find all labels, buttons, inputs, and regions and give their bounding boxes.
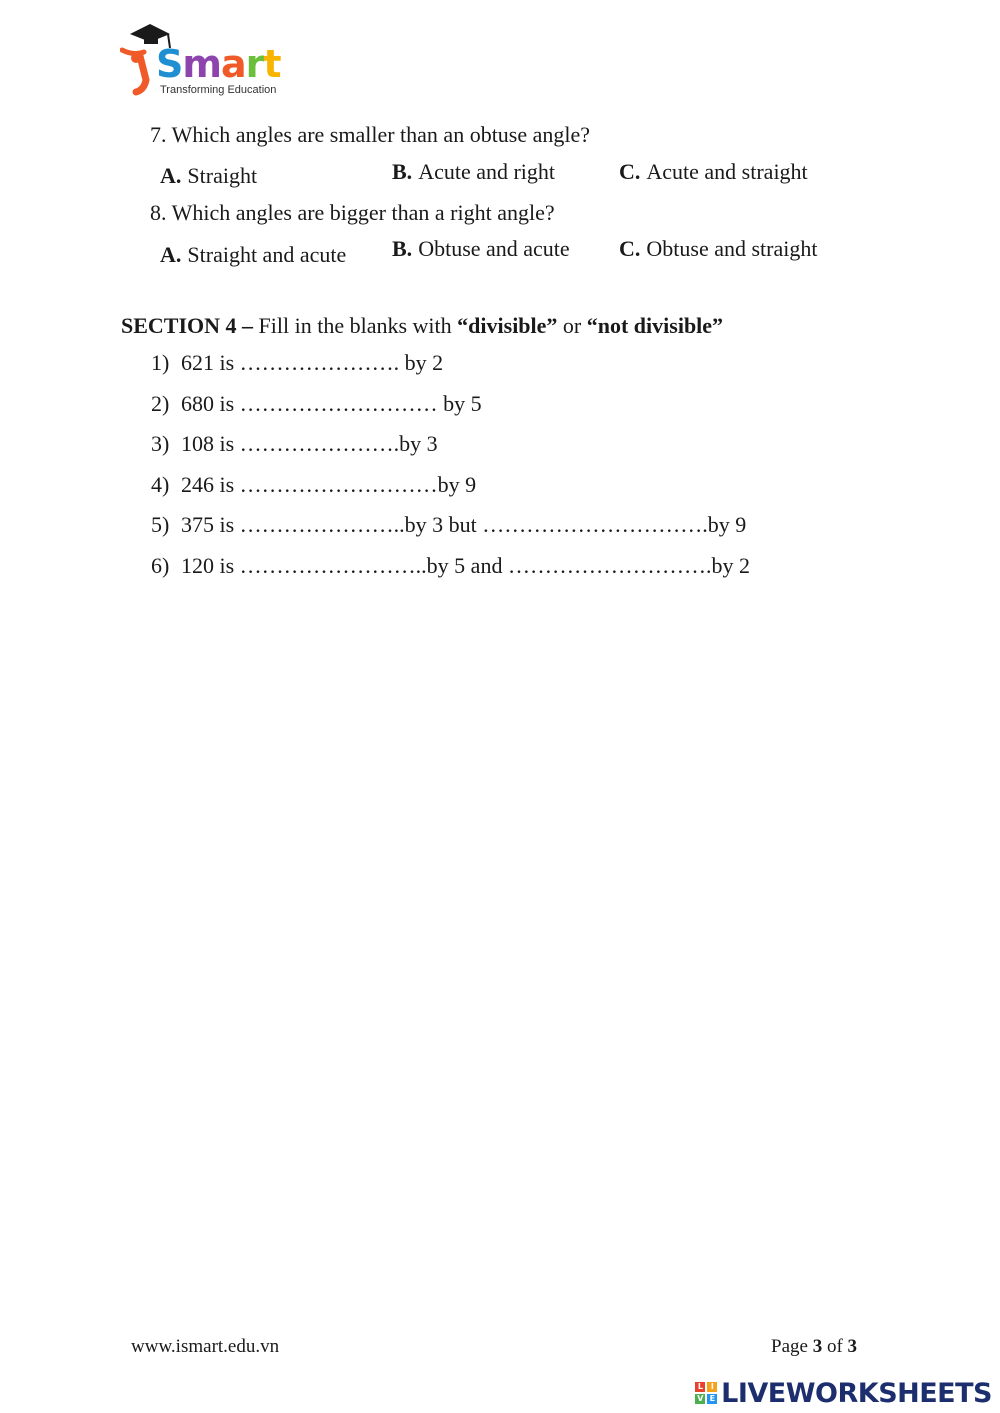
section-4-heading	[121, 313, 723, 339]
section-or: or	[557, 313, 587, 338]
option-text: Acute and straight	[646, 159, 808, 184]
q7-option-a	[160, 163, 257, 189]
item-number: 6)	[151, 553, 170, 578]
keyword-not-divisible: “not divisible”	[586, 313, 724, 338]
liveworksheets-icon	[695, 1382, 717, 1404]
ismart-logo	[120, 20, 281, 100]
item-number: 4)	[151, 472, 170, 497]
footer-page-number	[771, 1336, 857, 1358]
icon-letter-l: L	[695, 1382, 705, 1392]
fill-item-2	[151, 391, 482, 417]
option-letter: A.	[160, 163, 182, 188]
option-text: Acute and right	[418, 159, 556, 184]
item-text: 375 is …………………..by 3 but ………………………….by 9	[181, 512, 747, 537]
item-number: 2)	[151, 391, 170, 416]
fill-item-1	[151, 350, 443, 376]
option-letter: B.	[392, 159, 413, 184]
question-8: 8. Which angles are bigger than a right angle?	[150, 200, 555, 225]
section-instruction: Fill in the blanks with	[253, 313, 458, 338]
q8-option-a	[160, 242, 346, 268]
option-letter: A.	[160, 242, 182, 267]
item-text: 120 is ……………………..by 5 and ……………………….by 2	[181, 553, 750, 578]
option-letter: C.	[619, 236, 641, 261]
option-letter: B.	[392, 236, 413, 261]
liveworksheets-text: LIVEWORKSHEETS	[721, 1377, 992, 1409]
icon-letter-v: V	[695, 1394, 705, 1404]
footer-website: www.ismart.edu.vn	[131, 1336, 280, 1357]
icon-letter-i: I	[707, 1382, 717, 1392]
section-label: SECTION 4 –	[121, 313, 254, 338]
option-text: Straight and acute	[187, 242, 347, 267]
q8-option-c	[619, 236, 817, 262]
page-current: 3	[812, 1336, 823, 1357]
page-prefix: Page	[771, 1336, 813, 1357]
item-text: 246 is ………………………by 9	[181, 472, 477, 497]
q8-option-b	[392, 236, 570, 262]
keyword-divisible: “divisible”	[457, 313, 558, 338]
logo-tagline: Transforming Education	[160, 84, 277, 96]
option-text: Obtuse and straight	[646, 236, 818, 261]
option-text: Straight	[187, 163, 258, 188]
option-letter: C.	[619, 159, 641, 184]
item-text: 680 is ……………………… by 5	[181, 391, 482, 416]
item-number: 5)	[151, 512, 170, 537]
liveworksheets-watermark	[695, 1378, 992, 1408]
fill-item-3	[151, 431, 438, 457]
item-number: 1)	[151, 350, 170, 375]
logo-wordmark: Smart	[156, 42, 281, 86]
option-text: Obtuse and acute	[418, 236, 570, 261]
fill-item-4	[151, 472, 476, 498]
page-total: 3	[847, 1336, 858, 1357]
item-text: 621 is …………………. by 2	[181, 350, 444, 375]
item-number: 3)	[151, 431, 170, 456]
q7-option-b	[392, 159, 555, 185]
fill-item-5	[151, 512, 746, 538]
item-text: 108 is ………………….by 3	[181, 431, 438, 456]
fill-item-6	[151, 553, 750, 579]
q7-option-c	[619, 159, 808, 185]
icon-letter-e: E	[707, 1394, 717, 1404]
page-of: of	[822, 1336, 848, 1357]
question-7: 7. Which angles are smaller than an obtuse angle?	[150, 122, 591, 147]
